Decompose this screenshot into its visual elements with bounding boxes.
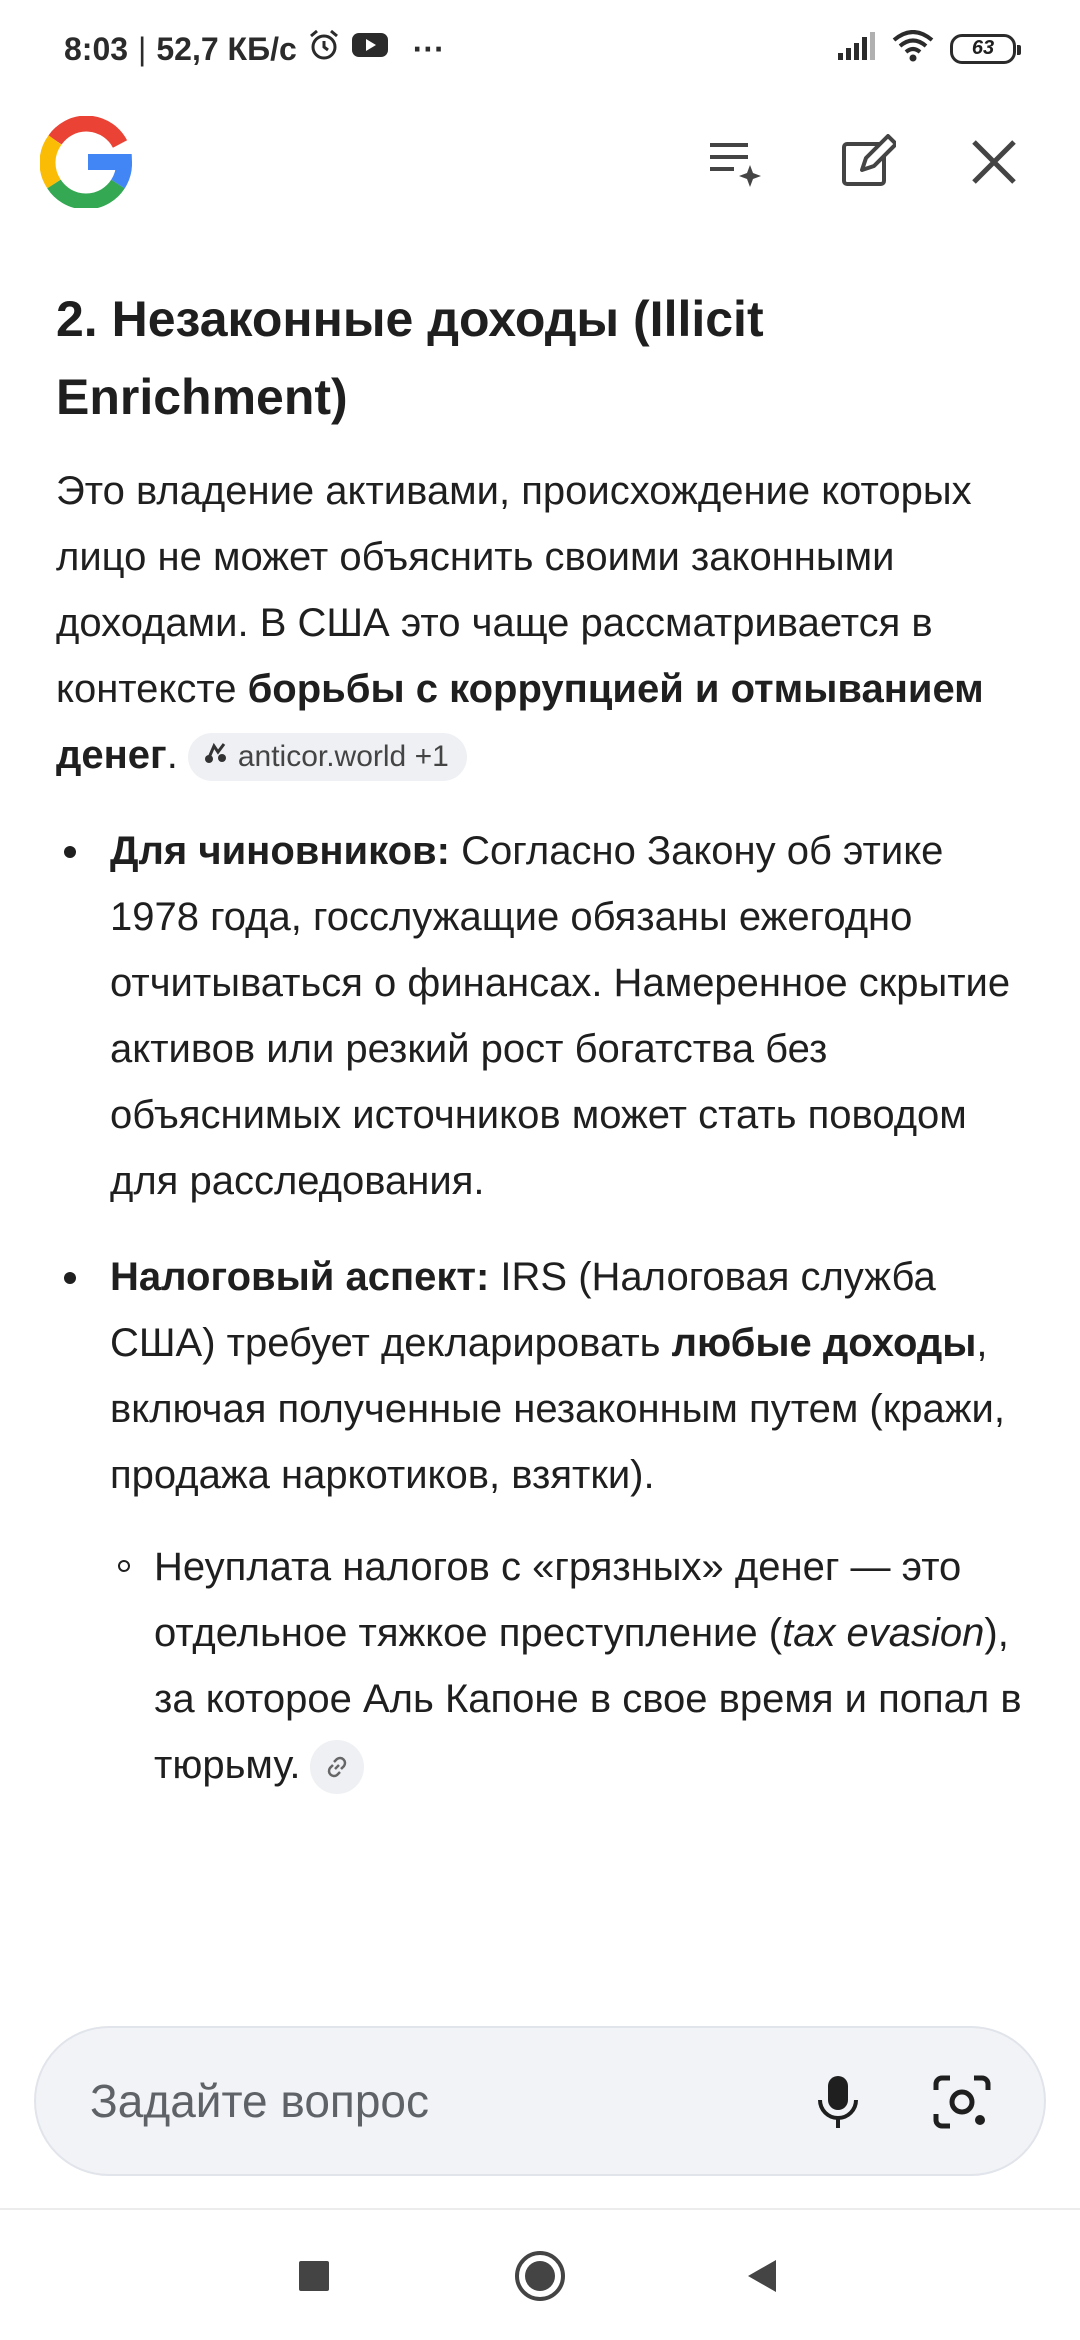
- status-time: 8:03: [64, 30, 129, 67]
- edit-icon[interactable]: [836, 130, 900, 194]
- battery-icon: 63: [950, 34, 1016, 64]
- bullet-text: Согласно Закону об этике 1978 года, госслужащие обязаны ежегодно отчитываться о финансах. Намеренное скрытие активов или резкий рост богатства без объяснимых источников может стать поводом для расследования.: [110, 829, 1011, 1203]
- list-item: [56, 1244, 1026, 1508]
- back-triangle-icon[interactable]: [732, 2246, 792, 2306]
- ask-input-placeholder[interactable]: Задайте вопрос: [90, 2075, 429, 2127]
- bullet-text-after: , включая полученные незаконным путем (кражи, продажа наркотиков, взятки).: [110, 1321, 1005, 1497]
- list-item: [56, 818, 1026, 1214]
- close-icon[interactable]: [962, 130, 1026, 194]
- lens-camera-icon[interactable]: [930, 2070, 994, 2134]
- section-heading: 2. Незаконные доходы (Illicit Enrichment): [56, 291, 764, 425]
- wifi-icon: [892, 30, 934, 67]
- status-left: [64, 28, 445, 70]
- intro-bold-text: борьбы с коррупцией и отмыванием денег: [56, 667, 984, 777]
- sub-italic-text: tax evasion: [782, 1611, 985, 1655]
- ask-input-bar[interactable]: [34, 2026, 1046, 2176]
- youtube-icon: [351, 30, 389, 68]
- sub-text-after: ), за которое Аль Капоне в свое время и попал в тюрьму.: [154, 1611, 1022, 1787]
- status-right: [836, 30, 1016, 67]
- source-chip[interactable]: [188, 733, 467, 781]
- source-chip-label: anticor.world +1: [237, 740, 449, 774]
- system-nav-bar: [0, 2210, 1080, 2340]
- intro-end: .: [166, 733, 178, 777]
- bullet-list: [56, 818, 1026, 1508]
- sub-list-item: [56, 1534, 1026, 1798]
- top-bar: [0, 100, 1080, 230]
- bullet-label: Налоговый аспект:: [110, 1255, 490, 1299]
- recents-square-icon[interactable]: [284, 2246, 344, 2306]
- microphone-icon[interactable]: [806, 2070, 870, 2134]
- signal-icon: [836, 31, 876, 66]
- bullet-text: IRS (Налоговая служба США) требует декларировать: [110, 1255, 936, 1365]
- home-circle-icon[interactable]: [510, 2246, 570, 2306]
- status-separator: |: [138, 30, 147, 67]
- alarm-icon: [307, 28, 341, 70]
- status-more-icon: ···: [412, 30, 445, 67]
- intro-text: Это владение активами, происхождение которых лицо не может объяснить своими законными доходами. В США это чаще рассматривается в контексте: [56, 469, 972, 711]
- sub-text: Неуплата налогов с «грязных» денег — это отдельное тяжкое преступление (: [154, 1545, 962, 1655]
- source-favicon-icon: [202, 724, 230, 790]
- queue-sparkle-icon[interactable]: [704, 130, 768, 194]
- bullet-bold-text: любые доходы: [671, 1321, 977, 1365]
- status-network-speed: 52,7 КБ/с: [156, 30, 297, 67]
- intro-paragraph: [56, 458, 1026, 788]
- google-logo[interactable]: [40, 116, 132, 208]
- answer-content: [56, 280, 1026, 1798]
- bullet-label: Для чиновников:: [110, 829, 450, 873]
- status-bar: [0, 0, 1080, 100]
- link-icon[interactable]: [310, 1740, 364, 1794]
